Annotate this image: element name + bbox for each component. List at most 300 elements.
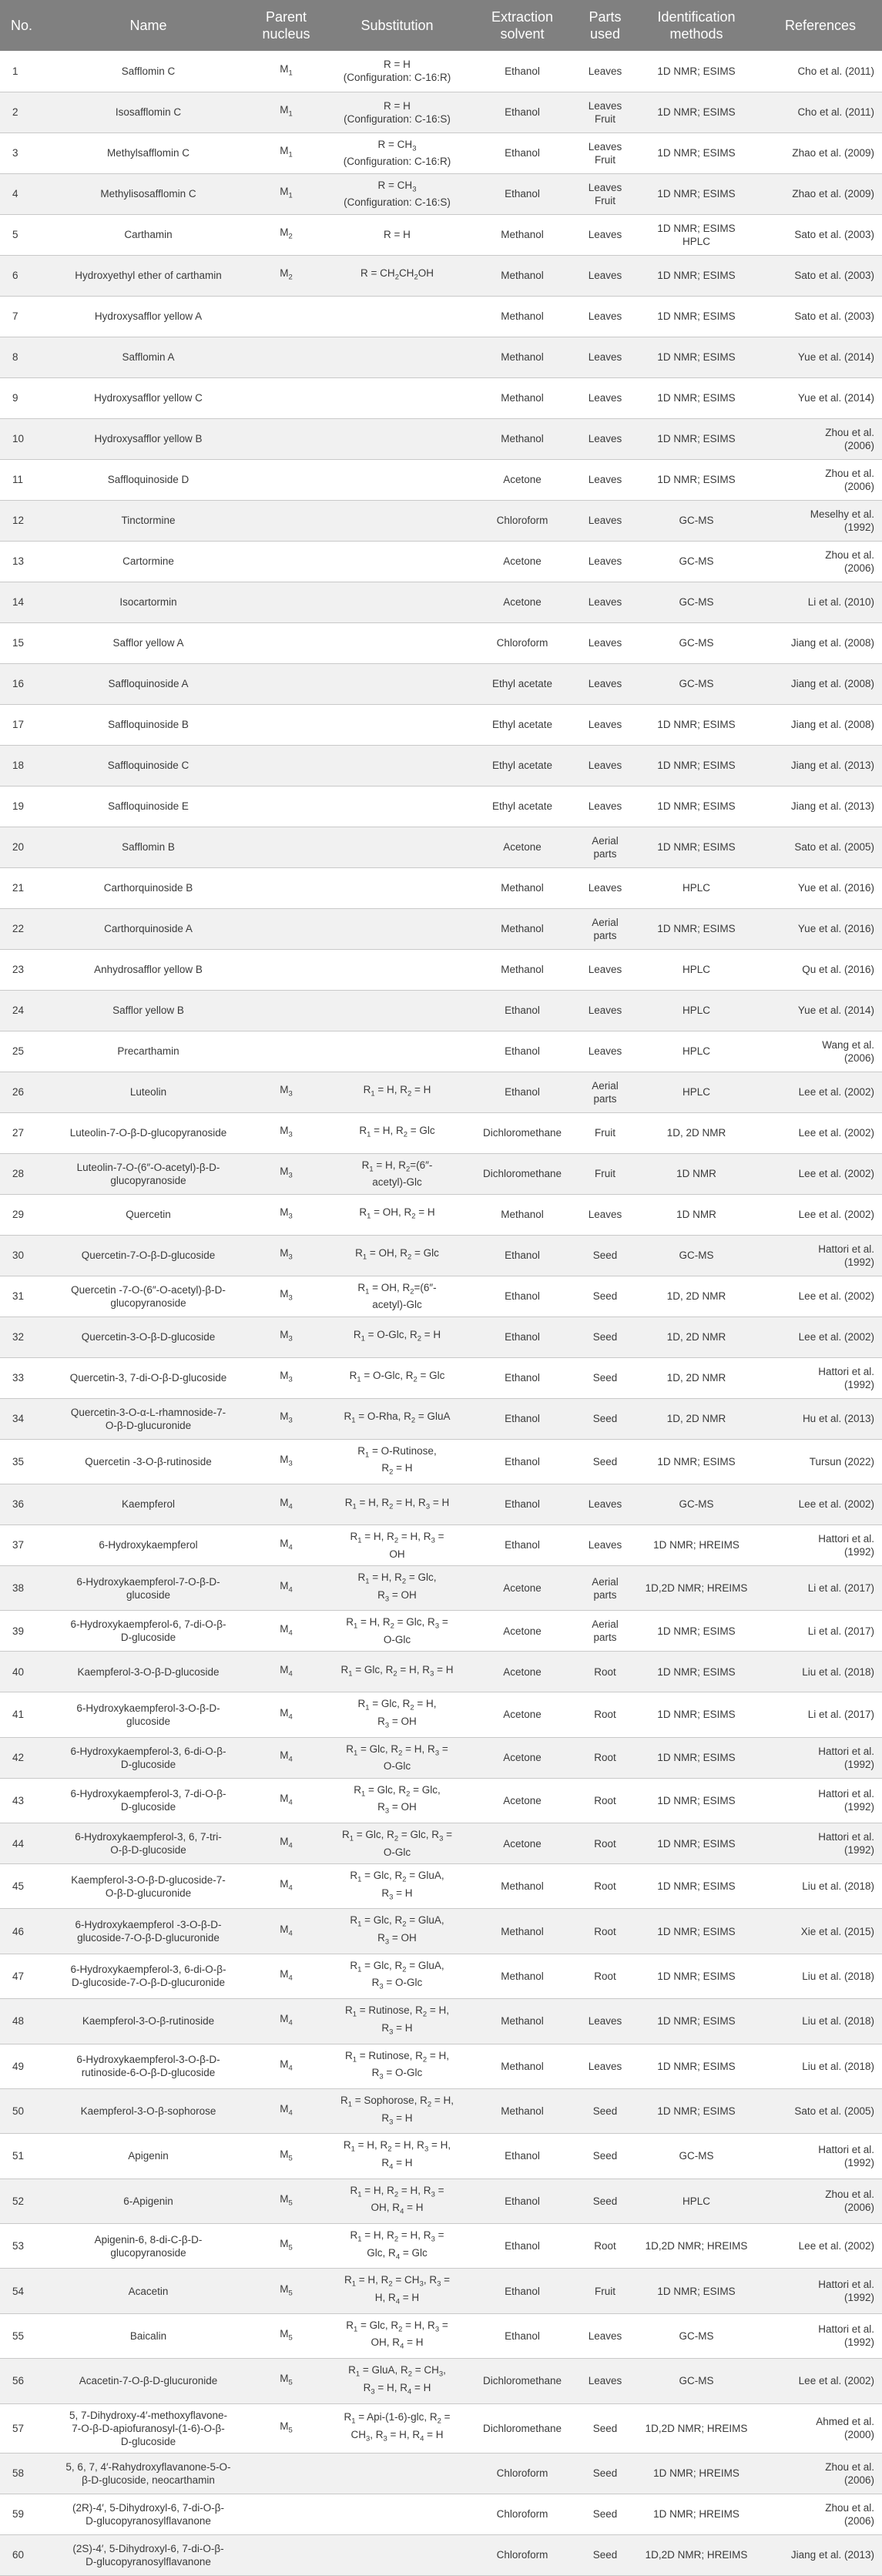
table-row: [0, 1194, 882, 1235]
cell-references: Qu et al. (2016): [759, 949, 882, 990]
cell-references: Zhou et al. (2006): [759, 2179, 882, 2223]
cell-parent-nucleus: [246, 827, 326, 867]
cell-parts-used: Leaves: [576, 949, 634, 990]
cell-identification-methods: 1D NMR; ESIMS: [634, 377, 759, 418]
cell-references: Lee et al. (2002): [759, 2359, 882, 2403]
cell-name: Safflor yellow B: [50, 990, 246, 1031]
cell-substitution: [326, 786, 468, 827]
cell-references: Jiang et al. (2013): [759, 786, 882, 827]
cell-identification-methods: HPLC: [634, 990, 759, 1031]
cell-extraction-solvent: Methanol: [468, 418, 576, 459]
cell-name: Quercetin-3-O-α-L-rhamnoside-7- O-β-D-glucuronide: [50, 1398, 246, 1439]
cell-parts-used: Seed: [576, 1398, 634, 1439]
cell-extraction-solvent: Methanol: [468, 2088, 576, 2133]
cell-name: Quercetin-7-O-β-D-glucoside: [50, 1235, 246, 1276]
cell-substitution: $R_1$ = Glc, $R_2$ = GluA, $R_3 = O-Glc$: [326, 1954, 468, 1998]
cell-name: 5, 7-Dihydroxy-4′-methoxyflavone- 7-O-β-D-apiofuranosyl-(1-6)-O-β- D-glucoside: [50, 2403, 246, 2453]
cell-identification-methods: 1D NMR; HREIMS: [634, 2494, 759, 2534]
cell-extraction-solvent: Chloroform: [468, 2453, 576, 2494]
cell-references: Jiang et al. (2008): [759, 622, 882, 663]
cell-parts-used: Leaves: [576, 2044, 634, 2088]
cell-no: 9: [0, 377, 50, 418]
table-row: [0, 296, 882, 337]
table-row: [0, 2494, 882, 2534]
cell-identification-methods: 1D NMR; ESIMS: [634, 132, 759, 173]
cell-substitution: $R_1$ = Glc, $R_2$ = GluA, $R_3 = H$: [326, 1864, 468, 1909]
cell-parts-used: Seed: [576, 1276, 634, 1317]
cell-parts-used: Aerial parts: [576, 1611, 634, 1652]
cell-no: 48: [0, 1999, 50, 2044]
cell-references: Jiang et al. (2008): [759, 663, 882, 704]
cell-parent-nucleus: [246, 2453, 326, 2494]
cell-name: 6-Hydroxykaempferol-3-O-β-D- rutinoside-6-O-β-D-glucoside: [50, 2044, 246, 2088]
cell-parts-used: Root: [576, 1909, 634, 1954]
table-row: [0, 1954, 882, 1998]
cell-no: 31: [0, 1276, 50, 1317]
cell-parent-nucleus: [246, 418, 326, 459]
cell-substitution: [326, 745, 468, 786]
cell-no: 2: [0, 92, 50, 132]
cell-references: Sato et al. (2003): [759, 296, 882, 337]
cell-parent-nucleus: [246, 500, 326, 541]
cell-extraction-solvent: Methanol: [468, 2044, 576, 2088]
cell-references: Liu et al. (2018): [759, 1864, 882, 1909]
cell-identification-methods: 1D NMR; ESIMS: [634, 1652, 759, 1692]
cell-name: Kaempferol-3-O-β-sophorose: [50, 2088, 246, 2133]
cell-references: Meselhy et al. (1992): [759, 500, 882, 541]
cell-parent-nucleus: $M_3$: [246, 1276, 326, 1317]
cell-name: Anhydrosafflor yellow B: [50, 949, 246, 990]
cell-parts-used: Root: [576, 1737, 634, 1778]
cell-substitution: $R_1 = H$, $R_2 = H$, $R_3$ = OH: [326, 1524, 468, 1565]
cell-references: Wang et al. (2006): [759, 1031, 882, 1072]
cell-extraction-solvent: Ethanol: [468, 1524, 576, 1565]
cell-parts-used: Leaves: [576, 418, 634, 459]
cell-parts-used: Leaves Fruit: [576, 132, 634, 173]
cell-name: Hydroxysafflor yellow A: [50, 296, 246, 337]
table-row: [0, 990, 882, 1031]
cell-no: 41: [0, 1692, 50, 1737]
cell-no: 44: [0, 1823, 50, 1864]
cell-name: Saffloquinoside D: [50, 459, 246, 500]
cell-references: Zhou et al. (2006): [759, 418, 882, 459]
cell-parts-used: Leaves Fruit: [576, 173, 634, 214]
cell-substitution: $R_1 = H$, $R_2$ = Glc, $R_3$ = O-Glc: [326, 1611, 468, 1652]
cell-substitution: $R_1 = H$, $R_2 = H$, $R_3$ = OH, $R_4 = H$: [326, 2179, 468, 2223]
cell-parent-nucleus: $M_3$: [246, 1357, 326, 1398]
cell-no: 59: [0, 2494, 50, 2534]
cell-substitution: [326, 1031, 468, 1072]
cell-identification-methods: 1D NMR; ESIMS: [634, 827, 759, 867]
table-row: [0, 1692, 882, 1737]
cell-parts-used: Aerial parts: [576, 908, 634, 949]
cell-extraction-solvent: Methanol: [468, 867, 576, 908]
cell-identification-methods: 1D, 2D NMR: [634, 1357, 759, 1398]
cell-substitution: $R_1 = O-Glc$, $R_2 = H$: [326, 1317, 468, 1357]
table-row: [0, 255, 882, 296]
table-row: [0, 337, 882, 377]
cell-name: 5, 6, 7, 4′-Rahydroxyflavanone-5-O- β-D-glucoside, neocarthamin: [50, 2453, 246, 2494]
cell-parts-used: Fruit: [576, 1112, 634, 1153]
cell-substitution: [326, 459, 468, 500]
cell-no: 53: [0, 2224, 50, 2269]
cell-substitution: [326, 418, 468, 459]
cell-references: Liu et al. (2018): [759, 2044, 882, 2088]
cell-parts-used: Leaves: [576, 1031, 634, 1072]
cell-name: Acacetin: [50, 2269, 246, 2313]
cell-substitution: $R_1$ = Rutinose, $R_2 = H$, $R_3 = H$: [326, 1999, 468, 2044]
cell-parts-used: Leaves: [576, 459, 634, 500]
cell-identification-methods: 1D NMR; ESIMS: [634, 418, 759, 459]
cell-substitution: [326, 541, 468, 582]
cell-name: Hydroxyethyl ether of carthamin: [50, 255, 246, 296]
cell-extraction-solvent: Methanol: [468, 1194, 576, 1235]
table-row: [0, 2359, 882, 2403]
cell-parts-used: Seed: [576, 2179, 634, 2223]
cell-no: 15: [0, 622, 50, 663]
cell-no: 23: [0, 949, 50, 990]
cell-name: Quercetin -7-O-(6″-O-acetyl)-β-D- glucopyranoside: [50, 1276, 246, 1317]
cell-no: 25: [0, 1031, 50, 1072]
cell-identification-methods: 1D,2D NMR; HREIMS: [634, 1565, 759, 1610]
cell-name: Safflomin A: [50, 337, 246, 377]
cell-name: Quercetin -3-O-β-rutinoside: [50, 1439, 246, 1484]
cell-name: Kaempferol: [50, 1484, 246, 1524]
cell-identification-methods: 1D NMR; ESIMS: [634, 2269, 759, 2313]
cell-references: Zhou et al. (2006): [759, 541, 882, 582]
cell-identification-methods: 1D NMR: [634, 1194, 759, 1235]
cell-references: Li et al. (2010): [759, 582, 882, 622]
header-identification-methods: Identification methods: [634, 0, 759, 51]
cell-no: 20: [0, 827, 50, 867]
table-row: [0, 1357, 882, 1398]
cell-parts-used: Leaves: [576, 377, 634, 418]
cell-extraction-solvent: Ethanol: [468, 1439, 576, 1484]
cell-substitution: $R_1$ = OH, $R_2$ = Glc: [326, 1235, 468, 1276]
cell-parent-nucleus: [246, 377, 326, 418]
cell-identification-methods: 1D NMR; ESIMS: [634, 908, 759, 949]
cell-extraction-solvent: Ethanol: [468, 1072, 576, 1112]
cell-parts-used: Leaves: [576, 867, 634, 908]
cell-name: 6-Hydroxykaempferol-7-O-β-D- glucoside: [50, 1565, 246, 1610]
cell-extraction-solvent: Chloroform: [468, 2534, 576, 2575]
cell-extraction-solvent: Dichloromethane: [468, 2359, 576, 2403]
cell-parts-used: Leaves: [576, 337, 634, 377]
cell-extraction-solvent: Ethanol: [468, 1031, 576, 1072]
cell-substitution: R = H: [326, 214, 468, 255]
cell-substitution: [326, 500, 468, 541]
table-row: [0, 908, 882, 949]
cell-references: Tursun (2022): [759, 1439, 882, 1484]
table-row: [0, 704, 882, 745]
cell-extraction-solvent: Acetone: [468, 1823, 576, 1864]
cell-parent-nucleus: $M_3$: [246, 1194, 326, 1235]
table-row: [0, 663, 882, 704]
cell-no: 51: [0, 2134, 50, 2179]
cell-name: Saffloquinoside B: [50, 704, 246, 745]
cell-identification-methods: 1D NMR: [634, 1153, 759, 1194]
cell-substitution: $R_1$ = Glc, $R_2 = H$, $R_3 = H$: [326, 1652, 468, 1692]
cell-parent-nucleus: [246, 745, 326, 786]
cell-name: Saffloquinoside E: [50, 786, 246, 827]
table-row: [0, 786, 882, 827]
cell-references: Li et al. (2017): [759, 1611, 882, 1652]
cell-substitution: R = H (Configuration: C-16:S): [326, 92, 468, 132]
cell-no: 45: [0, 1864, 50, 1909]
cell-extraction-solvent: Ethanol: [468, 1484, 576, 1524]
cell-name: 6-Apigenin: [50, 2179, 246, 2223]
cell-name: 6-Hydroxykaempferol -3-O-β-D- glucoside-7-O-β-D-glucuronide: [50, 1909, 246, 1954]
cell-parent-nucleus: [246, 582, 326, 622]
cell-parent-nucleus: $M_1$: [246, 92, 326, 132]
cell-substitution: $R_1$ = Glc, $R_2 = H$, $R_3$ = OH: [326, 1692, 468, 1737]
table-row: [0, 173, 882, 214]
cell-parent-nucleus: [246, 2494, 326, 2534]
cell-parts-used: Leaves: [576, 296, 634, 337]
cell-parts-used: Root: [576, 1692, 634, 1737]
cell-parent-nucleus: $M_2$: [246, 214, 326, 255]
cell-no: 35: [0, 1439, 50, 1484]
cell-no: 17: [0, 704, 50, 745]
cell-substitution: $R_1 = H$, $R_2$ = Glc: [326, 1112, 468, 1153]
cell-parent-nucleus: $M_4$: [246, 1565, 326, 1610]
cell-name: Kaempferol-3-O-β-rutinoside: [50, 1999, 246, 2044]
cell-parent-nucleus: [246, 908, 326, 949]
cell-parent-nucleus: $M_3$: [246, 1112, 326, 1153]
cell-no: 14: [0, 582, 50, 622]
cell-name: Safflor yellow A: [50, 622, 246, 663]
cell-parent-nucleus: [246, 663, 326, 704]
cell-identification-methods: 1D NMR; ESIMS: [634, 255, 759, 296]
cell-parts-used: Leaves: [576, 541, 634, 582]
cell-parent-nucleus: $M_4$: [246, 1611, 326, 1652]
cell-references: Sato et al. (2003): [759, 214, 882, 255]
cell-extraction-solvent: Acetone: [468, 1565, 576, 1610]
cell-parent-nucleus: [246, 459, 326, 500]
cell-substitution: $R_1 = Api-(1-6)-glc$, $R_2$ = $CH_3$, $R_3 = H$, $R_4 = H$: [326, 2403, 468, 2453]
cell-extraction-solvent: Acetone: [468, 582, 576, 622]
cell-no: 42: [0, 1737, 50, 1778]
cell-substitution: [326, 663, 468, 704]
header-row: [0, 0, 882, 51]
table-row: [0, 1823, 882, 1864]
cell-parent-nucleus: $M_5$: [246, 2269, 326, 2313]
cell-parts-used: Fruit: [576, 2269, 634, 2313]
cell-identification-methods: 1D,2D NMR; HREIMS: [634, 2224, 759, 2269]
cell-substitution: $R_1 = O-Glc$, $R_2$ = Glc: [326, 1357, 468, 1398]
cell-parent-nucleus: $M_1$: [246, 173, 326, 214]
cell-name: Apigenin: [50, 2134, 246, 2179]
cell-extraction-solvent: Dichloromethane: [468, 1112, 576, 1153]
cell-no: 12: [0, 500, 50, 541]
cell-parts-used: Leaves: [576, 1999, 634, 2044]
cell-substitution: [326, 704, 468, 745]
cell-name: 6-Hydroxykaempferol-3-O-β-D- glucoside: [50, 1692, 246, 1737]
cell-name: Acacetin-7-O-β-D-glucuronide: [50, 2359, 246, 2403]
cell-no: 11: [0, 459, 50, 500]
cell-name: Quercetin-3-O-β-D-glucoside: [50, 1317, 246, 1357]
cell-no: 1: [0, 51, 50, 92]
cell-substitution: $R_1$ = Glc, $R_2 = H$, $R_3$ = OH, $R_4 = H$: [326, 2313, 468, 2358]
cell-parent-nucleus: [246, 786, 326, 827]
cell-substitution: [326, 296, 468, 337]
cell-name: Saffloquinoside A: [50, 663, 246, 704]
cell-extraction-solvent: Dichloromethane: [468, 2403, 576, 2453]
cell-extraction-solvent: Methanol: [468, 1999, 576, 2044]
cell-extraction-solvent: Dichloromethane: [468, 1153, 576, 1194]
cell-no: 33: [0, 1357, 50, 1398]
cell-parent-nucleus: $M_4$: [246, 1864, 326, 1909]
cell-references: Hu et al. (2013): [759, 1398, 882, 1439]
cell-parent-nucleus: [246, 949, 326, 990]
cell-identification-methods: GC-MS: [634, 1484, 759, 1524]
cell-name: 6-Hydroxykaempferol-6, 7-di-O-β- D-glucoside: [50, 1611, 246, 1652]
cell-references: Hattori et al. (1992): [759, 1235, 882, 1276]
cell-no: 55: [0, 2313, 50, 2358]
cell-identification-methods: 1D, 2D NMR: [634, 1398, 759, 1439]
table-body: [0, 51, 882, 2575]
cell-parts-used: Seed: [576, 1235, 634, 1276]
cell-extraction-solvent: Acetone: [468, 1692, 576, 1737]
cell-identification-methods: GC-MS: [634, 1235, 759, 1276]
cell-parent-nucleus: [246, 867, 326, 908]
cell-references: Xie et al. (2015): [759, 1909, 882, 1954]
cell-extraction-solvent: Acetone: [468, 541, 576, 582]
cell-references: Lee et al. (2002): [759, 1112, 882, 1153]
cell-substitution: $R_1$ = Glc, $R_2$ = Glc, $R_3$ = O-Glc: [326, 1823, 468, 1864]
cell-extraction-solvent: Ethanol: [468, 173, 576, 214]
cell-identification-methods: GC-MS: [634, 500, 759, 541]
cell-substitution: [326, 867, 468, 908]
cell-references: Hattori et al. (1992): [759, 1357, 882, 1398]
cell-extraction-solvent: Ethanol: [468, 2313, 576, 2358]
cell-name: Apigenin-6, 8-di-C-β-D- glucopyranoside: [50, 2224, 246, 2269]
table-row: [0, 867, 882, 908]
cell-identification-methods: GC-MS: [634, 663, 759, 704]
cell-no: 54: [0, 2269, 50, 2313]
cell-no: 39: [0, 1611, 50, 1652]
cell-identification-methods: 1D NMR; ESIMS: [634, 745, 759, 786]
table-row: [0, 1072, 882, 1112]
cell-parent-nucleus: $M_4$: [246, 1778, 326, 1823]
cell-no: 19: [0, 786, 50, 827]
cell-identification-methods: 1D NMR; ESIMS: [634, 1909, 759, 1954]
cell-substitution: $R_1 = H$, $R_2=(6''-$ acetyl)-Glc: [326, 1153, 468, 1194]
cell-substitution: $R_1$ = OH, $R_2=(6''-$ acetyl)-Glc: [326, 1276, 468, 1317]
cell-parts-used: Seed: [576, 2494, 634, 2534]
cell-extraction-solvent: Ethanol: [468, 2224, 576, 2269]
cell-identification-methods: GC-MS: [634, 622, 759, 663]
cell-no: 10: [0, 418, 50, 459]
cell-extraction-solvent: Methanol: [468, 255, 576, 296]
cell-substitution: [326, 622, 468, 663]
cell-references: Sato et al. (2005): [759, 2088, 882, 2133]
cell-substitution: $R_1$ = Rutinose, $R_2 = H$, $R_3 = O-Glc$: [326, 2044, 468, 2088]
cell-extraction-solvent: Methanol: [468, 949, 576, 990]
cell-name: Quercetin: [50, 1194, 246, 1235]
cell-substitution: [326, 908, 468, 949]
cell-extraction-solvent: Methanol: [468, 1954, 576, 1998]
cell-identification-methods: 1D NMR; HREIMS: [634, 2453, 759, 2494]
table-row: [0, 1737, 882, 1778]
cell-parts-used: Root: [576, 1864, 634, 1909]
cell-parts-used: Seed: [576, 1357, 634, 1398]
cell-no: 7: [0, 296, 50, 337]
table-row: [0, 1778, 882, 1823]
cell-references: Hattori et al. (1992): [759, 2313, 882, 2358]
cell-name: Saffloquinoside C: [50, 745, 246, 786]
cell-references: Zhao et al. (2009): [759, 173, 882, 214]
cell-parent-nucleus: $M_4$: [246, 2088, 326, 2133]
cell-references: Hattori et al. (1992): [759, 1737, 882, 1778]
cell-parts-used: Root: [576, 1652, 634, 1692]
cell-no: 30: [0, 1235, 50, 1276]
cell-no: 27: [0, 1112, 50, 1153]
cell-identification-methods: 1D NMR; ESIMS: [634, 1692, 759, 1737]
cell-name: Tinctormine: [50, 500, 246, 541]
cell-parts-used: Root: [576, 1778, 634, 1823]
cell-identification-methods: 1D, 2D NMR: [634, 1276, 759, 1317]
header-extraction-solvent: Extraction solvent: [468, 0, 576, 51]
cell-identification-methods: 1D NMR; ESIMS: [634, 92, 759, 132]
cell-extraction-solvent: Methanol: [468, 296, 576, 337]
cell-no: 40: [0, 1652, 50, 1692]
cell-references: Li et al. (2017): [759, 1565, 882, 1610]
cell-no: 18: [0, 745, 50, 786]
cell-extraction-solvent: Methanol: [468, 377, 576, 418]
cell-name: Carthorquinoside B: [50, 867, 246, 908]
cell-name: 6-Hydroxykaempferol-3, 6-di-O-β- D-glucoside: [50, 1737, 246, 1778]
cell-references: Lee et al. (2002): [759, 1072, 882, 1112]
cell-references: Lee et al. (2002): [759, 1276, 882, 1317]
cell-name: Luteolin-7-O-β-D-glucopyranoside: [50, 1112, 246, 1153]
cell-extraction-solvent: Ethanol: [468, 1276, 576, 1317]
cell-substitution: $R_1 = H$, $R_2 = H$: [326, 1072, 468, 1112]
cell-name: Isocartormin: [50, 582, 246, 622]
cell-extraction-solvent: Methanol: [468, 337, 576, 377]
cell-substitution: [326, 337, 468, 377]
cell-substitution: R = H (Configuration: C-16:R): [326, 51, 468, 92]
cell-parent-nucleus: $M_3$: [246, 1235, 326, 1276]
cell-parts-used: Root: [576, 2224, 634, 2269]
cell-parent-nucleus: $M_1$: [246, 51, 326, 92]
cell-no: 57: [0, 2403, 50, 2453]
cell-name: Luteolin-7-O-(6″-O-acetyl)-β-D- glucopyranoside: [50, 1153, 246, 1194]
cell-name: (2R)-4′, 5-Dihydroxyl-6, 7-di-O-β- D-glucopyranosylflavanone: [50, 2494, 246, 2534]
cell-no: 22: [0, 908, 50, 949]
cell-references: Cho et al. (2011): [759, 51, 882, 92]
cell-substitution: $R_1$ = Sophorose, $R_2 = H$, $R_3 = H$: [326, 2088, 468, 2133]
table-row: [0, 377, 882, 418]
cell-parts-used: Seed: [576, 2453, 634, 2494]
cell-extraction-solvent: Methanol: [468, 214, 576, 255]
cell-parts-used: Seed: [576, 1439, 634, 1484]
cell-references: Ahmed et al. (2000): [759, 2403, 882, 2453]
cell-name: Kaempferol-3-O-β-D-glucoside-7- O-β-D-glucuronide: [50, 1864, 246, 1909]
cell-name: Carthorquinoside A: [50, 908, 246, 949]
cell-identification-methods: 1D NMR; ESIMS: [634, 459, 759, 500]
cell-name: Methylsafflomin C: [50, 132, 246, 173]
table-row: [0, 582, 882, 622]
cell-identification-methods: GC-MS: [634, 2134, 759, 2179]
table-row: [0, 1439, 882, 1484]
cell-parent-nucleus: $M_4$: [246, 1524, 326, 1565]
cell-no: 16: [0, 663, 50, 704]
cell-references: Li et al. (2017): [759, 1692, 882, 1737]
cell-parts-used: Aerial parts: [576, 1565, 634, 1610]
cell-substitution: $R_1$ = O-Rutinose, $R_2 = H$: [326, 1439, 468, 1484]
table-row: [0, 1565, 882, 1610]
